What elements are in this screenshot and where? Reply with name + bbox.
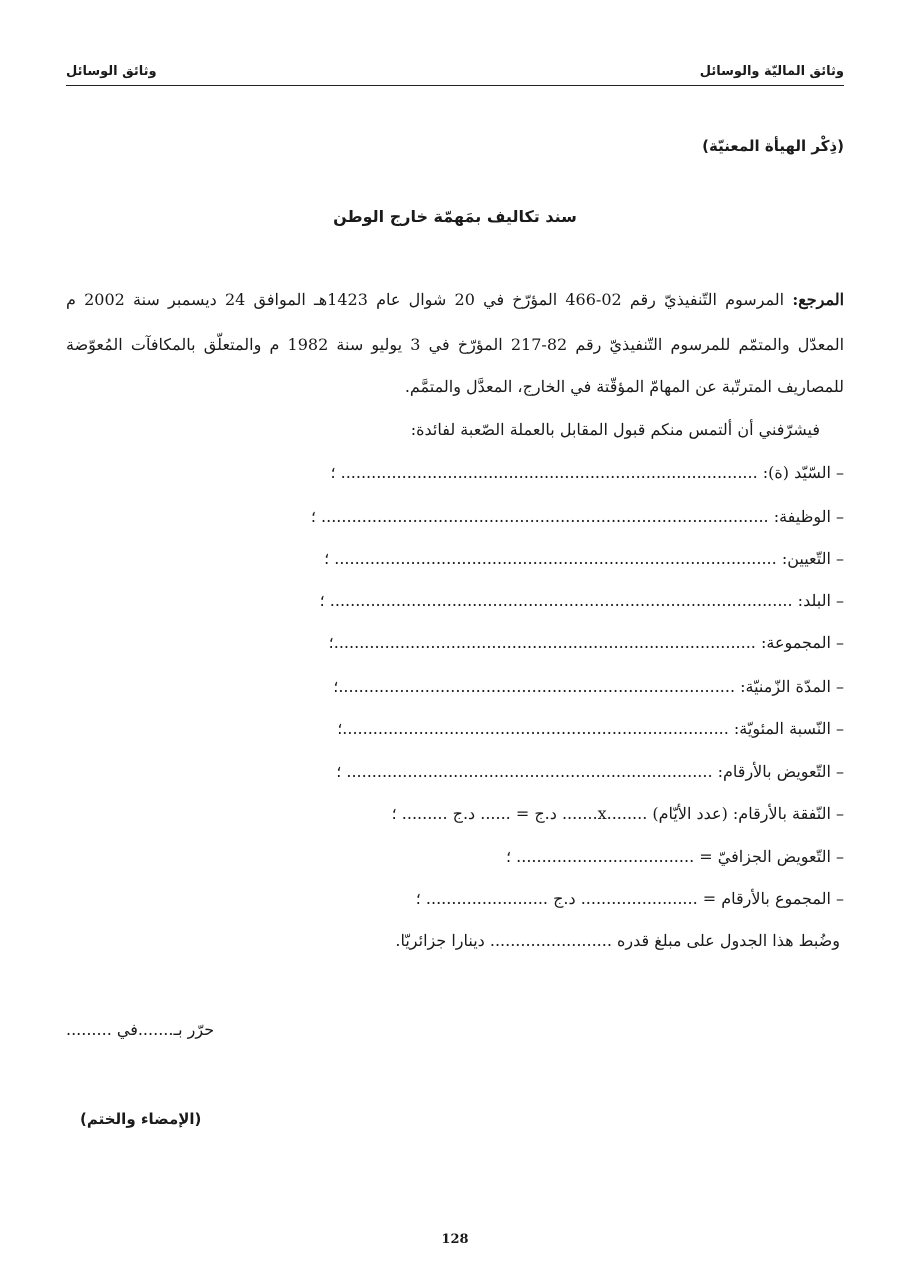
total-amount-statement: وضُبط هذا الجدول على مبلغ قدره ........................ دينارا جزائريّا. [395, 931, 840, 950]
field-total-figures: – المجموع بالأرقام = ....................... د.ج ........................ ؛ [415, 889, 844, 908]
signature-stamp-label: (الإمضاء والختم) [80, 1110, 202, 1128]
reference-line-1 [66, 290, 844, 309]
issue-place-date: حرّر بـ.......في ......... [66, 1020, 215, 1039]
page-header [66, 60, 844, 86]
field-assignment: – التّعيين: ....................................................................................... ؛ [324, 549, 844, 568]
reference-line-3: للمصاريف المترتّبة عن المهامّ المؤقّتة في الخارج، المعدَّل والمتمَّم. [404, 377, 844, 396]
reference-text-1: المرسوم التّنفيذيّ رقم 02-466 المؤرّخ في 20 شوال عام 1423هـ الموافق 24 ديسمبر سنة 2002 م [66, 290, 785, 309]
issuing-body-placeholder: (ذِكْر الهيأة المعنيّة) [702, 137, 844, 155]
field-expense-figures: – النّفقة بالأرقام: (عدد الأيّام) ........x....... د.ج = ...... د.ج ......... ؛ [391, 804, 844, 823]
field-allowance-figures: – التّعويض بالأرقام: ........................................................................ ؛ [336, 762, 844, 781]
field-flat-allowance: – التّعويض الجزافيّ = ................................... ؛ [505, 847, 844, 866]
header-left-title: وثائق الوسائل [66, 64, 157, 79]
header-right-title: وثائق الماليّة والوسائل [699, 64, 844, 79]
document-title: سند تكاليف بمَهمّة خارج الوطن [333, 207, 577, 226]
field-duration: – المدّة الزّمنيّة: ..............................................................................؛ [333, 677, 844, 696]
field-percentage: – النّسبة المئويّة: ............................................................................؛ [337, 719, 844, 738]
field-group: – المجموعة: ...................................................................................؛ [328, 633, 844, 652]
request-intro: فيشرّفني أن ألتمس منكم قبول المقابل بالعملة الصّعبة لفائدة: [410, 420, 820, 439]
field-country: – البلد: ........................................................................................... ؛ [319, 591, 844, 610]
reference-line-2: المعدّل والمتمّم للمرسوم التّنفيذيّ رقم 82-217 المؤرّخ في 3 يوليو سنة 1982 م والمتعلّق بالمكافآت المُعوّضة [66, 335, 845, 354]
page-number: 128 [441, 1232, 469, 1247]
reference-label: المرجع: [792, 290, 845, 309]
field-beneficiary-name: – السّيّد (ة): .................................................................................. ؛ [330, 463, 844, 482]
field-job-title: – الوظيفة: ........................................................................................ ؛ [310, 507, 844, 526]
